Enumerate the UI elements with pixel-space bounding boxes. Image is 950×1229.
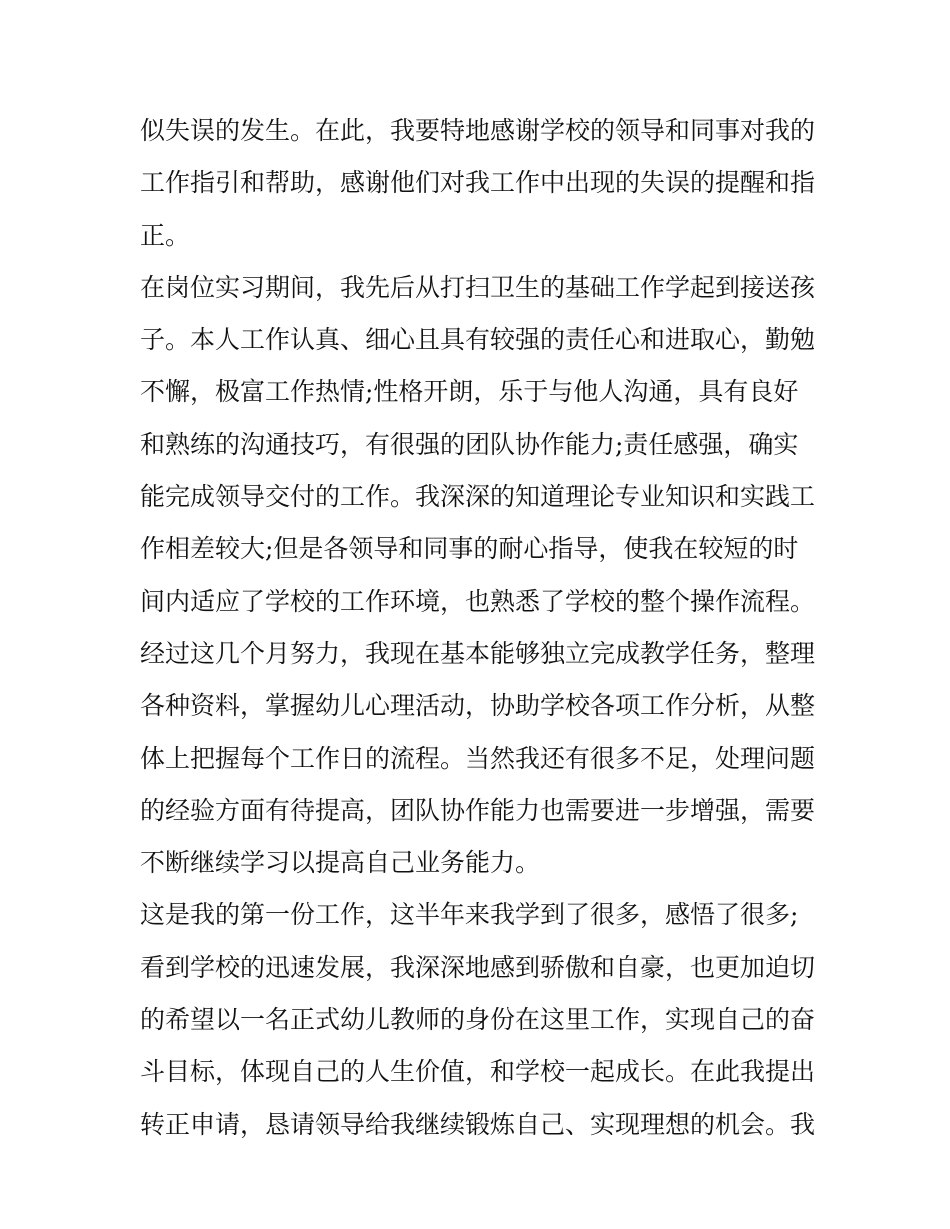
text-line: 能完成领导交付的工作。我深深的知道理论专业知识和实践工 xyxy=(140,482,816,512)
text-line: 斗目标，体现自己的人生价值，和学校一起成长。在此我提出 xyxy=(140,1057,816,1087)
text-line: 转正申请，恳请领导给我继续锻炼自己、实现理想的机会。我 xyxy=(140,1109,816,1139)
text-line: 体上把握每个工作日的流程。当然我还有很多不足，处理问题 xyxy=(140,743,816,773)
text-line: 各种资料，掌握幼儿心理活动，协助学校各项工作分析，从整 xyxy=(140,691,816,721)
text-line: 正。 xyxy=(140,220,191,250)
text-line: 经过这几个月努力，我现在基本能够独立完成教学任务，整理 xyxy=(140,638,816,668)
text-line: 不懈，极富工作热情;性格开朗，乐于与他人沟通，具有良好 xyxy=(140,377,799,407)
text-line: 间内适应了学校的工作环境，也熟悉了学校的整个操作流程。 xyxy=(140,586,816,616)
text-line: 和熟练的沟通技巧，有很强的团队协作能力;责任感强，确实 xyxy=(140,429,799,459)
text-line: 的经验方面有待提高，团队协作能力也需要进一步增强，需要 xyxy=(140,795,816,825)
text-line: 作相差较大;但是各领导和同事的耐心指导，使我在较短的时 xyxy=(140,534,799,564)
text-line: 在岗位实习期间，我先后从打扫卫生的基础工作学起到接送孩 xyxy=(140,272,816,302)
text-line: 看到学校的迅速发展，我深深地感到骄傲和自豪，也更加迫切 xyxy=(140,952,816,982)
text-line: 子。本人工作认真、细心且具有较强的责任心和进取心，勤勉 xyxy=(140,325,816,355)
text-line: 的希望以一名正式幼儿教师的身份在这里工作，实现自己的奋 xyxy=(140,1005,816,1035)
document-body xyxy=(140,105,820,1151)
text-line: 似失误的发生。在此，我要特地感谢学校的领导和同事对我的 xyxy=(140,116,816,145)
text-line: 工作指引和帮助，感谢他们对我工作中出现的失误的提醒和指 xyxy=(140,168,816,198)
text-line: 这是我的第一份工作，这半年来我学到了很多，感悟了很多; xyxy=(140,900,799,930)
text-line: 不断继续学习以提高自己业务能力。 xyxy=(140,848,541,878)
